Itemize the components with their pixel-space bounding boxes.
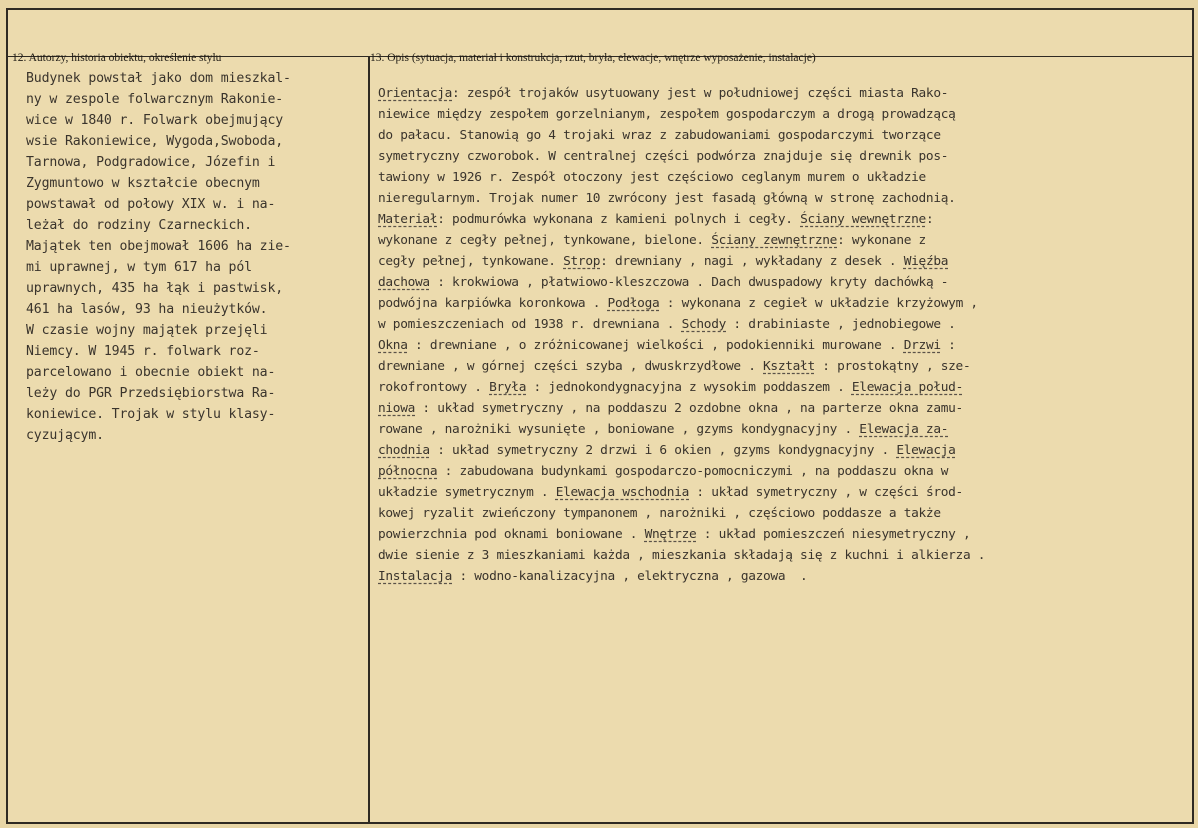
description-fragment: : drabiniaste , jednobiegowe . xyxy=(726,317,956,332)
description-line xyxy=(378,189,985,210)
description-fragment: : drewniane , o zróżnicowanej wielkości , podokienniki murowane . xyxy=(407,338,904,353)
description-line xyxy=(378,315,985,336)
description-fragment: : wodno-kanalizacyjna , elektryczna , gazowa . xyxy=(452,569,808,584)
history-line: koniewice. Trojak w stylu klasy- xyxy=(26,407,276,422)
description-fragment: : krokwiowa , płatwiowo-kleszczowa . Dach dwuspadowy kryty dachówką - xyxy=(429,275,949,290)
section-keyword: Kształt xyxy=(763,359,815,374)
history-line: Majątek ten obejmował 1606 ha zie- xyxy=(26,239,291,254)
description-fragment: : prostokątny , sze- xyxy=(814,359,971,374)
description-fragment: : xyxy=(940,338,956,353)
description-fragment: kowej ryzalit zwieńczony tympanonem , narożniki , częściowo poddasze a także xyxy=(378,506,941,521)
description-line xyxy=(378,336,985,357)
section-keyword: Podłoga xyxy=(607,296,660,311)
description-line xyxy=(378,378,985,399)
description-fragment: rokofrontowy . xyxy=(378,380,490,395)
description-fragment: : układ pomieszczeń niesymetryczny , xyxy=(696,527,971,542)
description-line xyxy=(378,483,985,504)
history-text xyxy=(26,68,291,446)
history-line: mi uprawnej, w tym 617 ha pól xyxy=(26,260,252,275)
description-fragment: : drewniany , nagi , wykładany z desek . xyxy=(600,254,904,269)
section-keyword: niowa xyxy=(378,401,416,416)
description-line xyxy=(378,420,985,441)
description-line xyxy=(378,546,985,567)
section-keyword: Bryła xyxy=(489,380,527,395)
description-fragment: : układ symetryczny , na poddaszu 2 ozdobne okna , na parterze okna zamu- xyxy=(415,401,963,416)
history-line: ny w zespole folwarcznym Rakonie- xyxy=(26,92,284,107)
description-fragment: do pałacu. Stanowią go 4 trojaki wraz z zabudowaniami gospodarczymi tworzące xyxy=(378,128,941,143)
section-keyword: Elewacja wschodnia xyxy=(555,485,689,500)
section-keyword: Elewacja xyxy=(896,443,956,458)
description-fragment: : podmurówka wykonana z kamieni polnych i cegły. xyxy=(437,212,801,227)
description-fragment: drewniane , w górnej części szyba , dwuskrzydłowe . xyxy=(378,359,764,374)
description-fragment: nieregularnym. Trojak numer 10 zwrócony jest fasadą główną w stronę zachodnią. xyxy=(378,191,956,206)
description-line xyxy=(378,84,985,105)
description-line xyxy=(378,525,985,546)
description-line xyxy=(378,273,985,294)
section-keyword: Elewacja za- xyxy=(859,422,949,437)
description-fragment: : jednokondygnacyjna z wysokim poddaszem . xyxy=(526,380,852,395)
description-line xyxy=(378,105,985,126)
section-13-heading: 13. Opis (sytuacja, materiał i konstrukcja, rzut, bryła, elewacje, wnętrze wyposażenie, instalacje) xyxy=(370,52,816,64)
history-line: parcelowano i obecnie obiekt na- xyxy=(26,365,276,380)
section-keyword: Ściany wewnętrzne xyxy=(800,212,926,227)
history-line: Tarnowa, Podgradowice, Józefin i xyxy=(26,155,276,170)
section-keyword: Okna xyxy=(378,338,408,353)
description-line xyxy=(378,357,985,378)
description-fragment: : zabudowana budynkami gospodarczo-pomocniczymi , na poddaszu okna w xyxy=(437,464,949,479)
description-fragment: : wykonane z xyxy=(837,233,926,248)
history-line: powstawał od połowy XIX w. i na- xyxy=(26,197,276,212)
description-line xyxy=(378,567,985,588)
description-fragment: : wykonana z cegieł w układzie krzyżowym , xyxy=(659,296,978,311)
description-line xyxy=(378,252,985,273)
description-line xyxy=(378,441,985,462)
section-keyword: Ściany zewnętrzne xyxy=(711,233,838,248)
history-line: 461 ha lasów, 93 ha nieużytków. xyxy=(26,302,268,317)
section-keyword: Więźba xyxy=(903,254,949,269)
history-line: leżał do rodziny Czarneckich. xyxy=(26,218,252,233)
section-keyword: Elewacja połud- xyxy=(851,380,963,395)
history-line: cyzującym. xyxy=(26,428,104,443)
description-fragment: symetryczny czworobok. W centralnej części podwórza znajduje się drewnik pos- xyxy=(378,149,949,164)
description-fragment: : zespół trojaków usytuowany jest w południowej części miasta Rako- xyxy=(452,86,949,101)
description-line xyxy=(378,126,985,147)
description-line xyxy=(378,210,985,231)
description-line xyxy=(378,294,985,315)
description-fragment: powierzchnia pod oknami boniowane . xyxy=(378,527,645,542)
description-fragment: : układ symetryczny 2 drzwi i 6 okien , gzyms kondygnacyjny . xyxy=(429,443,897,458)
description-fragment: : układ symetryczny , w części środ- xyxy=(689,485,963,500)
description-fragment: dwie sienie z 3 mieszkaniami każda , mieszkania składają się z kuchni i alkierza . xyxy=(378,548,986,563)
section-keyword: Strop xyxy=(563,254,601,269)
section-12-heading: 12. Autorzy, historia obiektu, określenie stylu xyxy=(12,52,222,64)
history-line: W czasie wojny majątek przejęli xyxy=(26,323,268,338)
description-fragment: podwójna karpiówka koronkowa . xyxy=(378,296,608,311)
description-line xyxy=(378,147,985,168)
section-keyword: dachowa xyxy=(378,275,430,290)
description-fragment: cegły pełnej, tynkowane. xyxy=(378,254,564,269)
history-line: Zygmuntowo w kształcie obecnym xyxy=(26,176,260,191)
section-keyword: Schody xyxy=(681,317,727,332)
section-keyword: Materiał xyxy=(378,212,438,227)
history-line: Niemcy. W 1945 r. folwark roz- xyxy=(26,344,260,359)
description-line xyxy=(378,168,985,189)
history-line: wice w 1840 r. Folwark obejmujący xyxy=(26,113,284,128)
description-fragment: w pomieszczeniach od 1938 r. drewniana . xyxy=(378,317,682,332)
description-line xyxy=(378,399,985,420)
section-keyword: Wnętrze xyxy=(644,527,697,542)
description-text xyxy=(378,84,985,588)
description-line xyxy=(378,231,985,252)
column-divider xyxy=(368,56,370,822)
history-line: leży do PGR Przedsiębiorstwa Ra- xyxy=(26,386,276,401)
section-keyword: Drzwi xyxy=(903,338,941,353)
description-fragment: wykonane z cegły pełnej, tynkowane, bielone. xyxy=(378,233,712,248)
section-keyword: chodnia xyxy=(378,443,430,458)
description-line xyxy=(378,504,985,525)
description-fragment: : xyxy=(925,212,934,227)
section-keyword: północna xyxy=(378,464,438,479)
description-fragment: rowane , narożniki wysunięte , boniowane , gzyms kondygnacyjny . xyxy=(378,422,860,437)
history-line: wsie Rakoniewice, Wygoda,Swoboda, xyxy=(26,134,284,149)
history-line: uprawnych, 435 ha łąk i pastwisk, xyxy=(26,281,284,296)
description-fragment: niewice między zespołem gorzelnianym, zespołem gospodarczym a drogą prowadzącą xyxy=(378,107,956,122)
description-fragment: tawiony w 1926 r. Zespół otoczony jest częściowo ceglanym murem o układzie xyxy=(378,170,926,185)
section-keyword: Instalacja xyxy=(378,569,453,584)
description-line xyxy=(378,462,985,483)
history-line: Budynek powstał jako dom mieszkal- xyxy=(26,71,291,86)
section-keyword: Orientacja xyxy=(378,86,453,101)
description-fragment: układzie symetrycznym . xyxy=(378,485,556,500)
